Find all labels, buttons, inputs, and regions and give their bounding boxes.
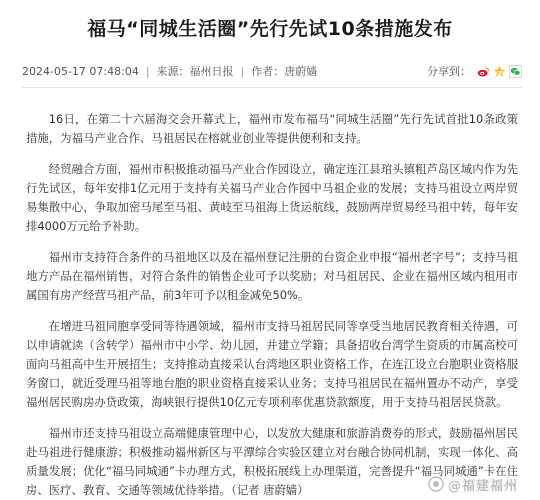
share-bar bbox=[427, 63, 522, 79]
meta-separator: | bbox=[240, 64, 245, 78]
article-title: 福马“同城生活圈”先行先试10条措施发布 bbox=[87, 18, 453, 40]
article-paragraph: 16日，在第二十六届海交会开幕式上，福州市发布福马“同城生活圈”先行先试首批10条政策措施，为福马产业合作、马祖居民在榕就业创业等提供便利和支持。 bbox=[26, 112, 518, 145]
article-paragraph: 福州市还支持马祖设立高端健康管理中心，以发放大健康和旅游消费券的形式，鼓励福州居民赴马祖进行健康游；积极推动福州新区与平潭综合实验区建立对台融合协同机制，实现一体化、高质量发展；优化“福马同城通”卡办理方式，积极拓展线上办理渠道，完善提升“福马同城通”卡在住房、医疗、教育、交通等领域优待举措。（记者 唐蔚嫱） bbox=[26, 426, 518, 497]
header-divider bbox=[22, 87, 522, 88]
source-link[interactable]: 福州日报 bbox=[189, 65, 234, 78]
weibo-icon[interactable] bbox=[477, 65, 490, 78]
meta-separator: | bbox=[145, 64, 150, 78]
article-meta bbox=[22, 62, 522, 80]
qzone-icon[interactable] bbox=[493, 65, 506, 78]
article-paragraph: 在增进马祖同胞享受同等待遇领域，福州市支持马祖居民同等享受当地居民教育相关待遇，可以申请就读（含转学）福州市中小学、幼儿园，并建立学籍；具备招收台湾学生资质的市属高校可面向马祖高中生开展招生；支持推动直接采认台湾地区职业资格工作，在连江设立台胞职业资格服务窗口，就近受理马祖等地台胞的职业资格直接采认业务；支持马祖居民在福州置办不动产，享受福州居民购房办贷政策，海峡银行提供10亿元专项利率优惠贷款额度，用于支持马祖居民贷款。 bbox=[26, 319, 518, 409]
watermark-text: @福建福州 bbox=[448, 478, 519, 494]
author-label: 作者： bbox=[251, 65, 285, 78]
wechat-icon[interactable] bbox=[509, 65, 522, 78]
article-paragraph: 经贸融合方面，福州市积极推动福马产业合作园设立，确定连江县琯头镇粗芦岛区域内作为先行先试区，每年安排1亿元用于支持有关福马产业合作园中马祖企业的发展；支持马祖设立两岸贸易集散中心，争取加密马尾至马祖、黄岐至马祖海上货运航线，鼓励两岸贸易经马祖中转，每年安排4000万元给予补助。 bbox=[26, 162, 518, 233]
share-label: 分享到： bbox=[427, 65, 471, 78]
article-paragraph: 福州市支持符合条件的马祖地区以及在福州登记注册的台资企业申报“福州老字号”；支持马祖地方产品在福州销售，对符合条件的销售企业可予以奖励；对马祖居民、企业在福州区域内租用市属国有房产经营马祖产品，前3年可予以租金减免50%。 bbox=[26, 250, 518, 302]
author-name: 唐蔚嫱 bbox=[284, 65, 318, 78]
source-label: 来源： bbox=[156, 65, 190, 78]
publish-date: 2024-05-17 07:48:04 bbox=[22, 64, 139, 78]
article-body bbox=[26, 110, 518, 500]
watermark bbox=[428, 474, 518, 494]
news-logo-icon bbox=[428, 476, 444, 492]
